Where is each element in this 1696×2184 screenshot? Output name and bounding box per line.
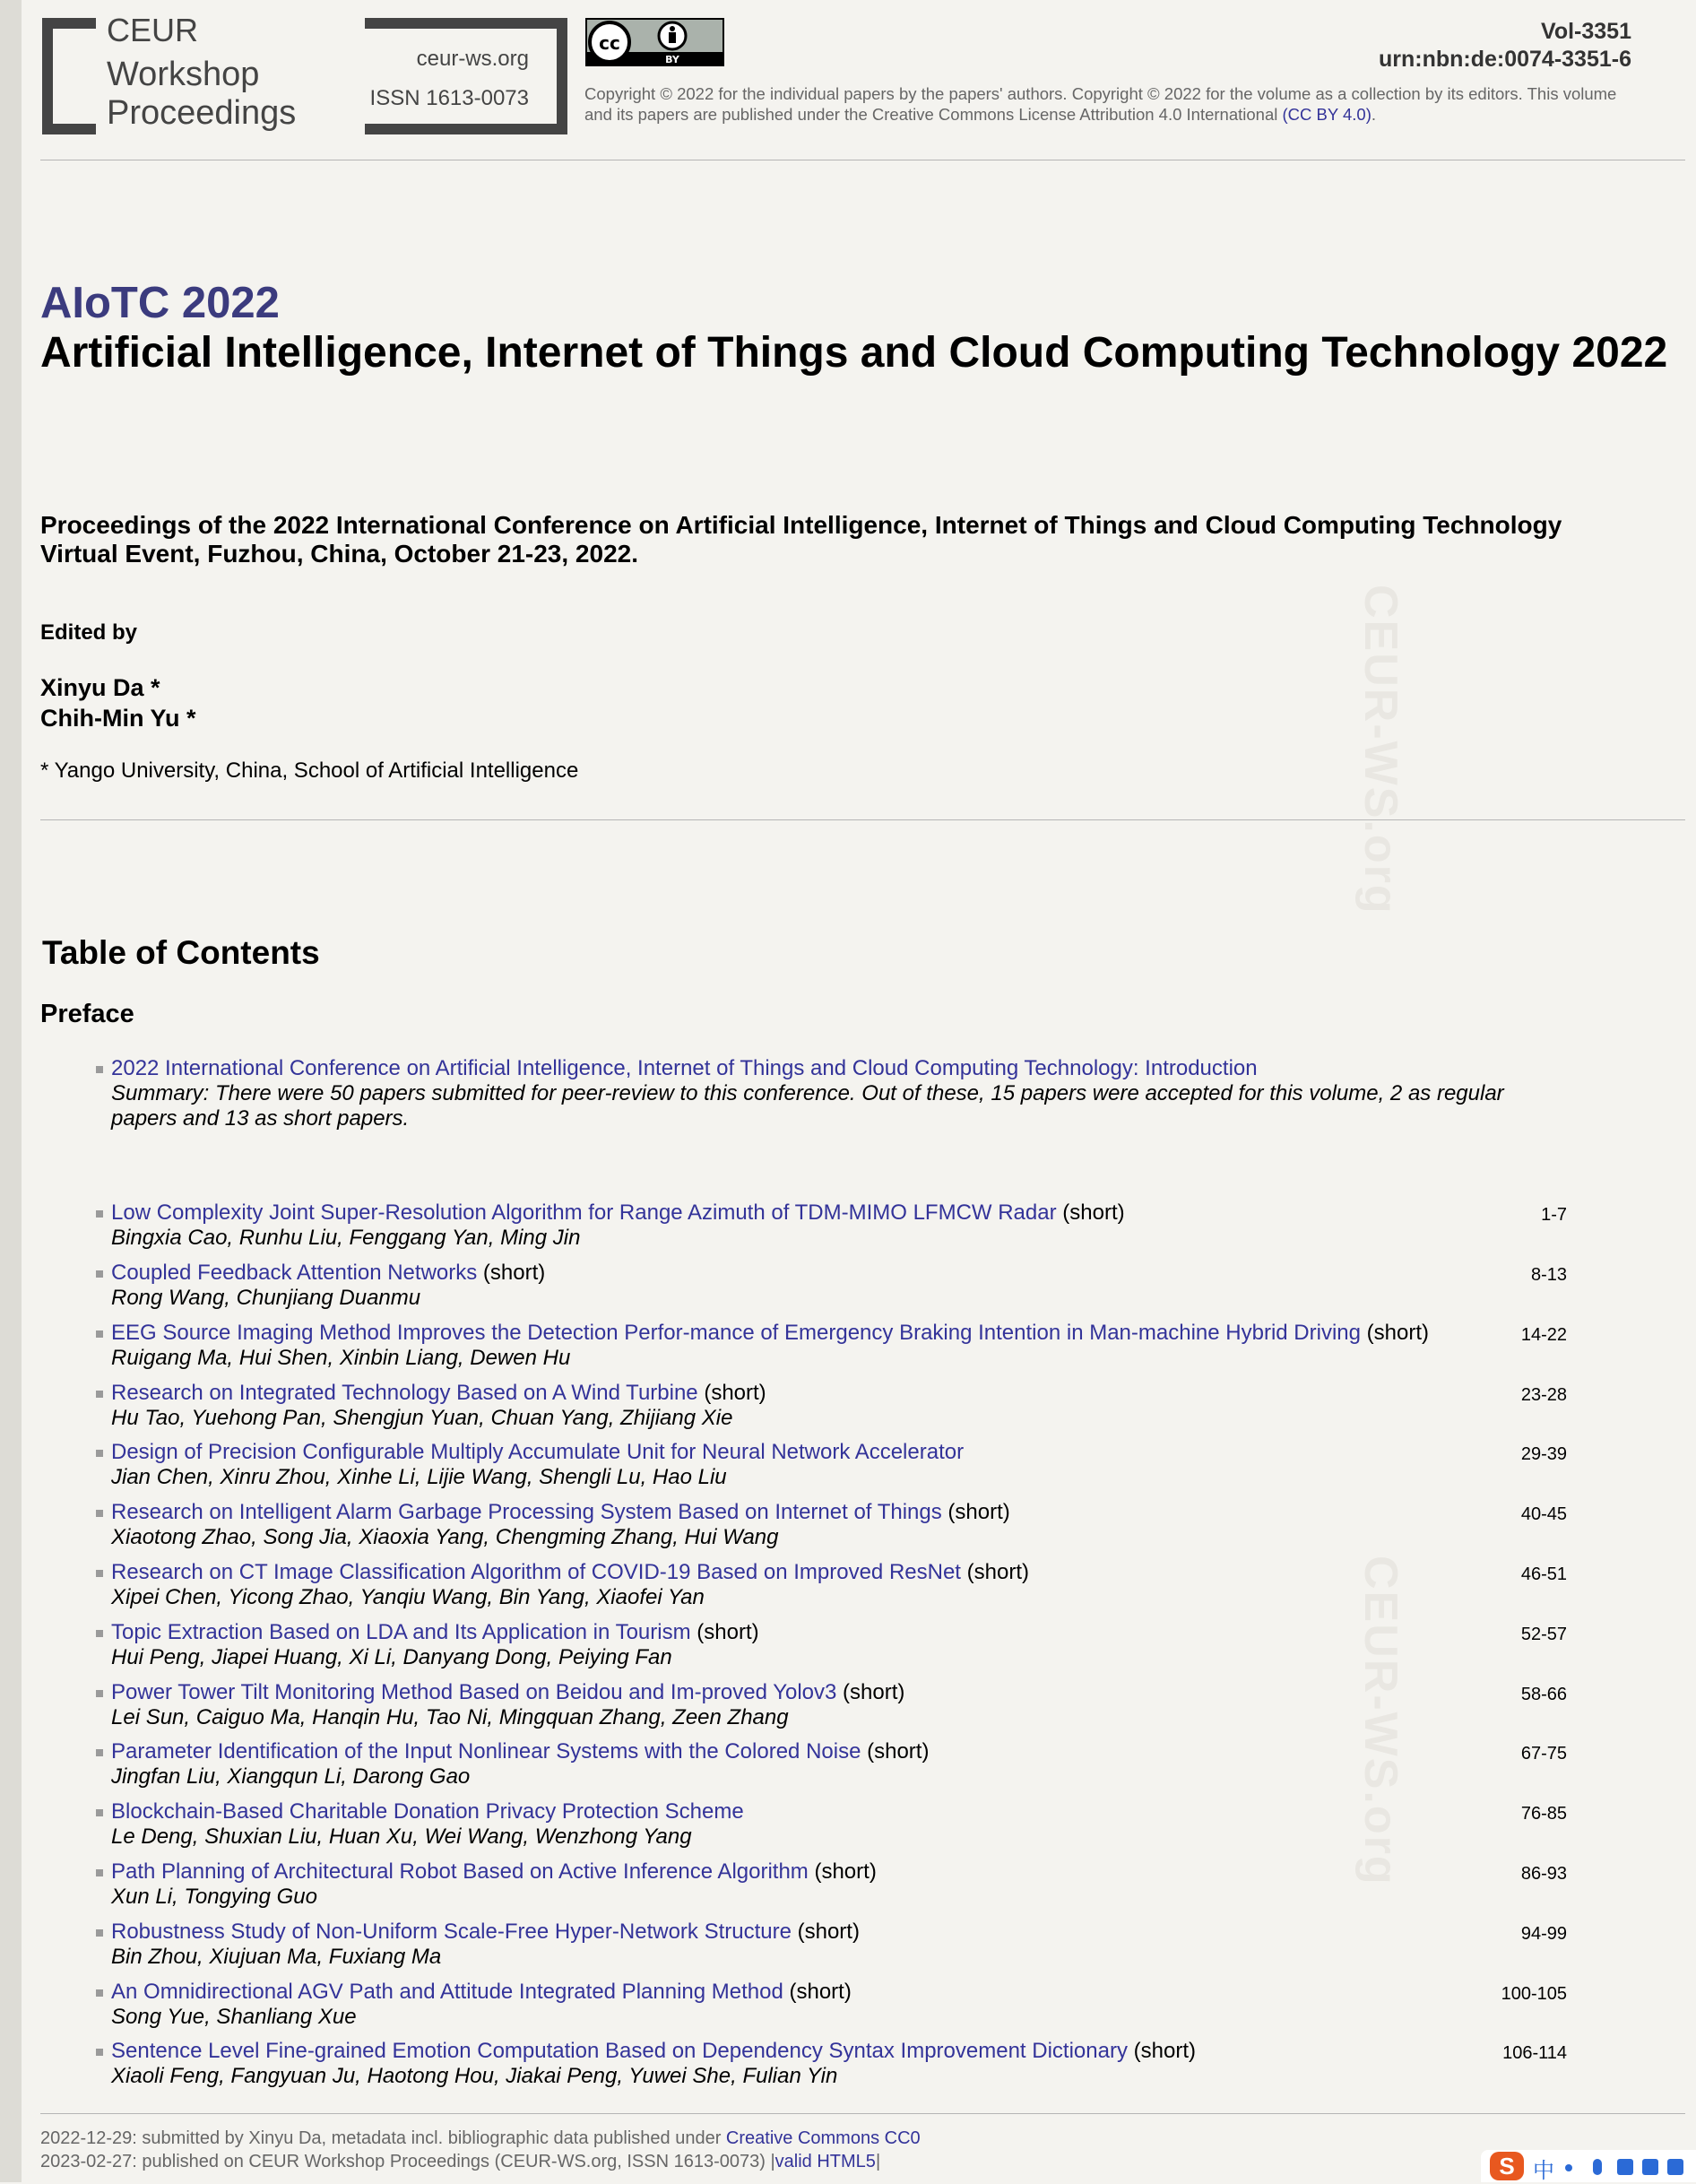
paper-pages: 8-13 <box>1530 1265 1567 1285</box>
conference-title: Artificial Intelligence, Internet of Things and Cloud Computing Technology 2022 <box>40 329 1668 377</box>
paper-type: (short) <box>477 1261 546 1285</box>
paper-title-link[interactable]: An Omnidirectional AGV Path and Attitude Integrated Planning Method <box>111 1980 783 2004</box>
editor-affiliation: * Yango University, China, School of Artificial Intelligence <box>40 758 579 783</box>
footer-published-text: 2023-02-27: published on CEUR Workshop Proceedings (CEUR-WS.org, ISSN 1613-0073) | <box>40 2152 775 2171</box>
logo-site-text: ceur-ws.org <box>416 47 529 71</box>
bullet-icon <box>96 1929 103 1937</box>
copyright-tail: . <box>1371 105 1377 124</box>
bullet-icon <box>96 1066 103 1073</box>
paper-authors: Hu Tao, Yuehong Pan, Shengjun Yuan, Chuan Yang, Zhijiang Xie <box>111 1406 733 1430</box>
paper-pages: 29-39 <box>1520 1444 1567 1464</box>
paper-type: (short) <box>697 1381 766 1405</box>
bullet-icon <box>96 1630 103 1637</box>
cc-label: cc <box>599 32 620 54</box>
paper-title-link[interactable]: Low Complexity Joint Super-Resolution Algorithm for Range Azimuth of TDM-MIMO LFMCW Radar <box>111 1200 1057 1225</box>
left-edge-strip <box>0 0 22 2182</box>
paper-title-link[interactable]: Parameter Identification of the Input Nonlinear Systems with the Colored Noise <box>111 1739 861 1764</box>
paper-pages: 1-7 <box>1541 1205 1567 1225</box>
paper-pages: 100-105 <box>1501 1984 1567 2004</box>
paper-pages: 106-114 <box>1502 2043 1567 2063</box>
paper-authors: Jingfan Liu, Xiangqun Li, Darong Gao <box>111 1764 471 1789</box>
paper-pages: 40-45 <box>1520 1504 1567 1524</box>
logo-issn-text: ISSN 1613-0073 <box>369 86 529 110</box>
skin-icon[interactable] <box>1642 2159 1658 2175</box>
paper-title-link[interactable]: Research on Intelligent Alarm Garbage Processing System Based on Internet of Things <box>111 1500 942 1524</box>
punctuation-icon[interactable] <box>1565 2164 1572 2171</box>
proceedings-line: Proceedings of the 2022 International Conference on Artificial Intelligence, Internet of Things and Cloud Computing Technology <box>40 511 1562 539</box>
watermark: CEUR-WS.org <box>1354 585 1406 915</box>
paper-title-link[interactable]: Design of Precision Configurable Multiply Accumulate Unit for Neural Network Accelerator <box>111 1440 965 1464</box>
paper-authors: Hui Peng, Jiapei Huang, Xi Li, Danyang Dong, Peiying Fan <box>111 1645 672 1669</box>
paper-pages: 94-99 <box>1520 1924 1567 1944</box>
paper-pages: 58-66 <box>1520 1685 1567 1704</box>
preface-heading: Preface <box>40 1000 134 1028</box>
paper-authors: Xiaoli Feng, Fangyuan Ju, Haotong Hou, Jiakai Peng, Yuwei She, Fulian Yin <box>111 2064 838 2088</box>
copyright-text: Copyright © 2022 for the individual papers by the papers' authors. Copyright © 2022 for the volume as a collection by its editors. This volume and its papers are published under the Creative Commons License Attribution 4.0 International <box>584 84 1617 124</box>
toc-heading: Table of Contents <box>42 934 320 971</box>
paper-authors: Bin Zhou, Xiujuan Ma, Fuxiang Ma <box>111 1945 442 1969</box>
ceur-logo[interactable] <box>42 18 567 134</box>
paper-title-link[interactable]: EEG Source Imaging Method Improves the Detection Perfor-mance of Emergency Braking Intention in Man-machine Hybrid Driving <box>111 1321 1361 1345</box>
paper-authors: Xiaotong Zhao, Song Jia, Xiaoxia Yang, Chengming Zhang, Hui Wang <box>111 1525 779 1549</box>
volume-number: Vol-3351 <box>1541 19 1631 44</box>
bullet-icon <box>96 1809 103 1816</box>
bullet-icon <box>96 2049 103 2056</box>
cc-by-license-icon[interactable] <box>585 18 724 66</box>
paper-pages: 46-51 <box>1520 1564 1567 1584</box>
paper-title-link[interactable]: 2022 International Conference on Artificial Intelligence, Internet of Things and Cloud Computing Technology: Introduction <box>111 1056 1258 1080</box>
conference-acronym: AIoTC 2022 <box>40 279 280 327</box>
copyright-notice <box>584 83 1642 125</box>
paper-type: (short) <box>808 1859 877 1884</box>
bullet-icon <box>96 1690 103 1697</box>
paper-type: (short) <box>783 1980 852 2004</box>
paper-title-link[interactable]: Sentence Level Fine-grained Emotion Computation Based on Dependency Syntax Improvement Dictionary <box>111 2039 1128 2063</box>
logo-ceur-text: CEUR <box>107 18 199 48</box>
preface-summary: Summary: There were 50 papers submitted for peer-review to this conference. Out of these, 15 papers were accepted for this volume, 2 as regular papers and 13 as short papers. <box>111 1081 1504 1131</box>
by-label: BY <box>665 54 679 65</box>
logo-proceedings-text: Proceedings <box>107 94 297 132</box>
paper-title-link[interactable]: Coupled Feedback Attention Networks <box>111 1261 478 1285</box>
footer-divider <box>40 2113 1685 2114</box>
footer-published-line <box>40 2150 921 2173</box>
paper-pages: 86-93 <box>1520 1864 1567 1884</box>
paper-title-link[interactable]: Power Tower Tilt Monitoring Method Based on Beidou and Im-proved Yolov3 <box>111 1680 837 1704</box>
cc-by-link[interactable]: (CC BY 4.0) <box>1282 105 1372 124</box>
paper-title-link[interactable]: Path Planning of Architectural Robot Based on Active Inference Algorithm <box>111 1859 809 1884</box>
editor-list <box>40 672 196 733</box>
paper-type: (short) <box>941 1500 1010 1524</box>
editor-name: Chih-Min Yu * <box>40 705 196 732</box>
paper-type: (short) <box>690 1620 759 1644</box>
bullet-icon <box>96 1749 103 1756</box>
bullet-icon <box>96 1570 103 1577</box>
paper-authors: Rong Wang, Chunjiang Duanmu <box>111 1286 421 1310</box>
watermark: CEUR-WS.org <box>1354 1556 1406 1886</box>
paper-pages: 52-57 <box>1520 1625 1567 1644</box>
edited-by-heading: Edited by <box>40 620 138 645</box>
paper-authors: Xun Li, Tongying Guo <box>111 1885 317 1909</box>
paper-pages: 76-85 <box>1520 1804 1567 1824</box>
footer-tail: | <box>875 2152 881 2171</box>
bullet-icon <box>96 1450 103 1457</box>
microphone-icon[interactable] <box>1593 2159 1602 2175</box>
paper-pages: 23-28 <box>1520 1385 1567 1405</box>
paper-title-link[interactable]: Blockchain-Based Charitable Donation Privacy Protection Scheme <box>111 1799 744 1824</box>
paper-type: (short) <box>791 1920 860 1944</box>
bullet-icon <box>96 1270 103 1278</box>
editors-divider <box>40 819 1685 820</box>
cc0-link[interactable]: Creative Commons CC0 <box>725 2128 921 2148</box>
valid-html5-link[interactable]: valid HTML5 <box>774 2152 876 2171</box>
ime-toolbar[interactable] <box>1481 2150 1696 2182</box>
paper-authors: Ruigang Ma, Hui Shen, Xinbin Liang, Dewen Hu <box>111 1346 571 1370</box>
paper-authors: Le Deng, Shuxian Liu, Huan Xu, Wei Wang, Wenzhong Yang <box>111 1824 692 1849</box>
footer <box>40 2127 921 2173</box>
bullet-icon <box>96 1989 103 1997</box>
paper-authors: Bingxia Cao, Runhu Liu, Fenggang Yan, Ming Jin <box>111 1226 581 1250</box>
event-line: Virtual Event, Fuzhou, China, October 21-23, 2022. <box>40 540 638 568</box>
paper-title-link[interactable]: Research on Integrated Technology Based on A Wind Turbine <box>111 1381 698 1405</box>
paper-title-link[interactable]: Robustness Study of Non-Uniform Scale-Free Hyper-Network Structure <box>111 1920 792 1944</box>
paper-title-link[interactable]: Topic Extraction Based on LDA and Its Application in Tourism <box>111 1620 691 1644</box>
toolbox-icon[interactable] <box>1667 2159 1683 2175</box>
keyboard-icon[interactable] <box>1617 2159 1633 2175</box>
paper-pages: 14-22 <box>1520 1325 1567 1345</box>
bullet-icon <box>96 1210 103 1218</box>
paper-title-link[interactable]: Research on CT Image Classification Algorithm of COVID-19 Based on Improved ResNet <box>111 1560 961 1584</box>
paper-type: (short) <box>861 1739 930 1764</box>
footer-submitted-line <box>40 2127 921 2150</box>
volume-urn: urn:nbn:de:0074-3351-6 <box>1378 47 1631 72</box>
paper-authors: Jian Chen, Xinru Zhou, Xinhe Li, Lijie Wang, Shengli Lu, Hao Liu <box>111 1465 727 1489</box>
bullet-icon <box>96 1869 103 1876</box>
paper-type: (short) <box>1127 2039 1196 2063</box>
paper-type: (short) <box>960 1560 1029 1584</box>
proceedings-description <box>40 511 1562 568</box>
bullet-icon <box>96 1391 103 1398</box>
paper-authors: Lei Sun, Caiguo Ma, Hanqin Hu, Tao Ni, Mingquan Zhang, Zeen Zhang <box>111 1705 789 1729</box>
bullet-icon <box>96 1510 103 1517</box>
paper-authors: Song Yue, Shanliang Xue <box>111 2005 357 2029</box>
editor-name: Xinyu Da * <box>40 674 160 701</box>
bullet-icon <box>96 1330 103 1338</box>
logo-workshop-text: Workshop <box>107 56 260 93</box>
ime-mode-indicator[interactable]: 中 <box>1533 2158 1554 2183</box>
paper-type: (short) <box>836 1680 905 1704</box>
footer-submitted-text: 2022-12-29: submitted by Xinyu Da, metadata incl. bibliographic data published under <box>40 2128 726 2148</box>
paper-authors: Xipei Chen, Yicong Zhao, Yanqiu Wang, Bin Yang, Xiaofei Yan <box>111 1585 705 1609</box>
volume-info <box>1379 18 1631 74</box>
paper-pages: 67-75 <box>1520 1744 1567 1764</box>
paper-type: (short) <box>1360 1321 1429 1345</box>
paper-type: (short) <box>1056 1200 1125 1225</box>
ime-logo-icon[interactable]: S <box>1490 2152 1524 2180</box>
